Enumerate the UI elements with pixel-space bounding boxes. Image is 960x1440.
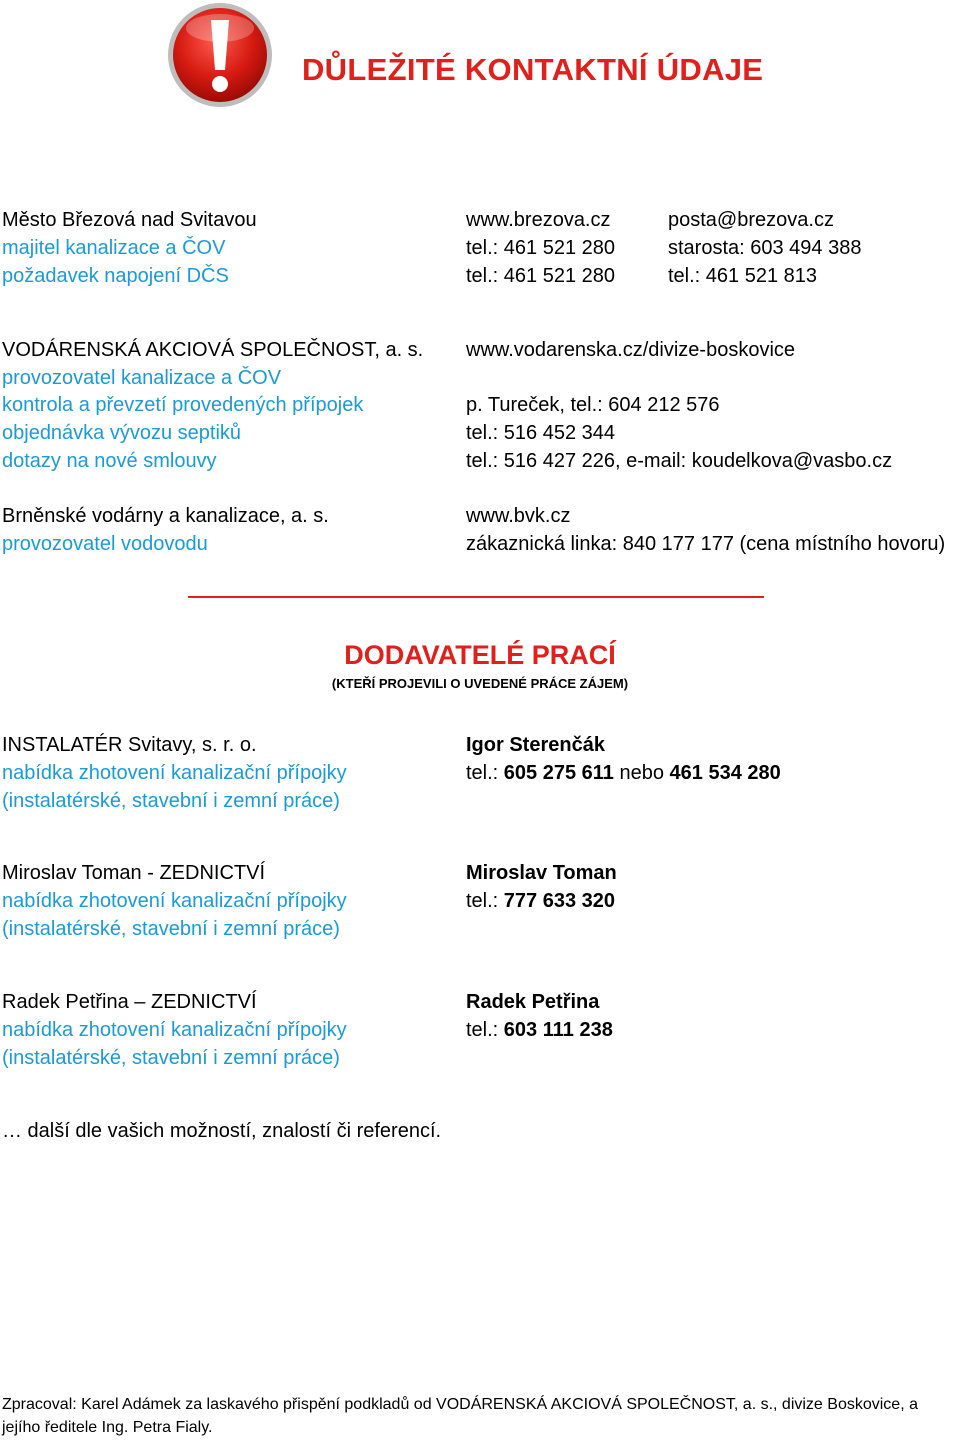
town-email[interactable]: posta@brezova.cz: [668, 209, 834, 231]
vas-contracts-label: dotazy na nové smlouvy: [2, 450, 217, 472]
supplier-note: (instalatérské, stavební i zemní práce): [2, 790, 340, 812]
tel-number-2: 461 534 280: [669, 762, 781, 784]
tel-number: 603 111 238: [503, 1019, 613, 1041]
supplier-company: INSTALATÉR Svitavy, s. r. o.: [2, 734, 257, 756]
vas-septic-label: objednávka vývozu septiků: [2, 422, 242, 444]
supplier-person: Radek Petřina: [466, 991, 600, 1013]
footer-line-1: Zpracoval: Karel Adámek za laskavého přispění podkladů od VODÁRENSKÁ AKCIOVÁ SPOLEČNOST, a. s., divize Boskovice, a: [2, 1396, 918, 1413]
tel-prefix: tel.:: [466, 762, 504, 784]
supplier-person: Igor Sterenčák: [466, 734, 605, 756]
supplier-note: (instalatérské, stavební i zemní práce): [2, 1047, 340, 1069]
more-note: … další dle vašich možností, znalostí či referencí.: [2, 1120, 442, 1142]
sewer-owner-label: majitel kanalizace a ČOV: [2, 237, 226, 259]
vas-septic-value: tel.: 516 452 344: [466, 422, 616, 444]
vas-control-value: p. Tureček, tel.: 604 212 576: [466, 394, 720, 416]
connection-request-tel: tel.: 461 521 280: [466, 265, 616, 287]
bvk-web[interactable]: www.bvk.cz: [466, 505, 571, 527]
supplier-note: (instalatérské, stavební i zemní práce): [2, 918, 340, 940]
tel-prefix: tel.:: [466, 890, 504, 912]
supplier-offer: nabídka zhotovení kanalizační přípojky: [2, 890, 347, 912]
mayor-tel: starosta: 603 494 388: [668, 237, 862, 259]
supplier-tel: [466, 1016, 613, 1044]
vas-contracts-value: tel.: 516 427 226, e-mail: koudelkova@vasbo.cz: [466, 450, 893, 472]
vas-role: provozovatel kanalizace a ČOV: [2, 367, 282, 389]
connection-request-label: požadavek napojení DČS: [2, 265, 229, 287]
page-title: DŮLEŽITÉ KONTAKTNÍ ÚDAJE: [302, 52, 764, 87]
supplier-person: Miroslav Toman: [466, 862, 617, 884]
town-web[interactable]: www.brezova.cz: [466, 209, 611, 231]
connection-request-tel2: tel.: 461 521 813: [668, 265, 818, 287]
vas-control-label: kontrola a převzetí provedených přípojek: [2, 394, 364, 416]
vas-web[interactable]: www.vodarenska.cz/divize-boskovice: [466, 339, 796, 361]
vas-name: VODÁRENSKÁ AKCIOVÁ SPOLEČNOST, a. s.: [2, 339, 424, 361]
supplier-offer: nabídka zhotovení kanalizační přípojky: [2, 1019, 347, 1041]
exclamation-warning-icon: [160, 0, 280, 120]
tel-number: 777 633 320: [503, 890, 616, 912]
tel-number: 605 275 611: [503, 762, 614, 784]
supplier-company: Miroslav Toman - ZEDNICTVÍ: [2, 862, 266, 884]
bvk-hotline: zákaznická linka: 840 177 177 (cena místního hovoru): [466, 533, 946, 555]
tel-prefix: tel.:: [466, 1019, 504, 1041]
section-divider: [188, 596, 764, 598]
bvk-name: Brněnské vodárny a kanalizace, a. s.: [2, 505, 329, 527]
suppliers-subtitle: (KTEŘÍ PROJEVILI O UVEDENÉ PRÁCE ZÁJEM): [331, 676, 629, 691]
warning-icon: [160, 0, 280, 120]
town-name: Město Březová nad Svitavou: [2, 209, 257, 231]
supplier-tel: [466, 759, 781, 787]
bvk-role: provozovatel vodovodu: [2, 533, 208, 555]
sewer-owner-tel: tel.: 461 521 280: [466, 237, 616, 259]
supplier-offer: nabídka zhotovení kanalizační přípojky: [2, 762, 347, 784]
footer-line-2: jejího ředitele Ing. Petra Fialy.: [2, 1419, 213, 1436]
suppliers-title: DODAVATELÉ PRACÍ: [344, 640, 616, 670]
supplier-company: Radek Petřina – ZEDNICTVÍ: [2, 991, 257, 1013]
tel-join: nebo: [613, 762, 670, 784]
supplier-tel: [466, 887, 615, 915]
